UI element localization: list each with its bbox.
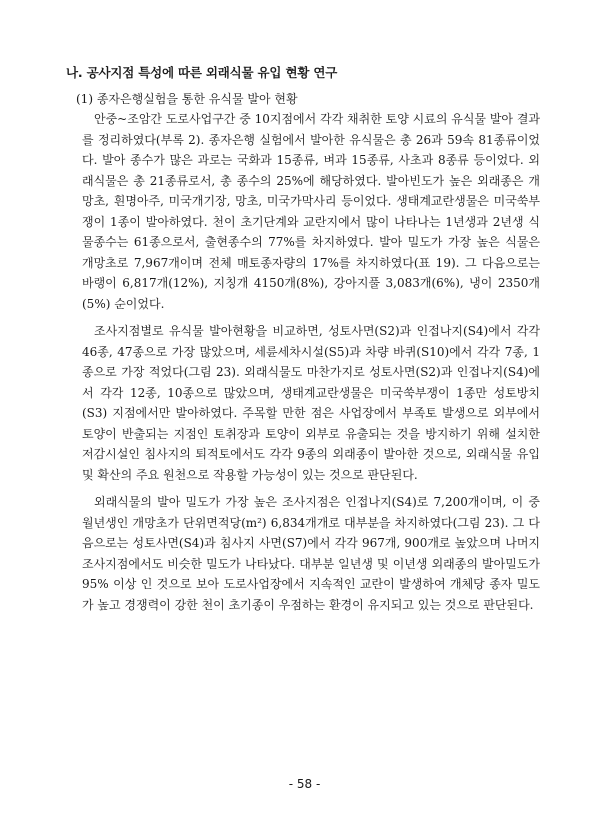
subsection-title: (1) 종자은행실험을 통한 유식물 발아 현황: [76, 92, 298, 106]
body-text: [82, 109, 540, 622]
page-number: - 58 -: [288, 777, 321, 791]
paragraph-3: 외래식물의 발아 밀도가 가장 높은 조사지점은 인접나지(S4)로 7,200개이며, 이 중 월년생인 개망초가 단위면적당(m²) 6,834개개로 대부분을 차지하였다(그림 23). 그 다음으로는 성토사면(S4)과 침사지 사면(S7)에서 각각 967개, 900개로 높았으며 나머지 조사지점에서도 비슷한 밀도가 나타났다. 대부분 일년생 및 이년생 외래종의 발아밀도가 95% 이상 인 것으로 보아 도로사업장에서 지속적인 교란이 발생하여 개체당 종자 밀도가 높고 경쟁력이 강한 천이 초기종이 우점하는 환경이 유지되고 있는 것으로 판단된다.: [82, 495, 540, 612]
section-title: 나. 공사지점 특성에 따른 외래식물 유입 현황 연구: [66, 65, 338, 80]
paragraph-2: 조사지점별로 유식물 발아현황을 비교하면, 성토사면(S2)과 인접나지(S4)에서 각각 46종, 47종으로 가장 많았으며, 세륜세차시설(S5)과 차량 바퀴(S10)에서 각각 7종, 1종으로 가장 적었다(그림 23). 외래식물도 마찬가지로 성토사면(S2)과 인접나지(S4)에서 각각 12종, 10종으로 많았으며, 생태계교란생물은 미국쑥부쟁이 1종만 성토방치(S3) 지점에서만 발아하였다. 주목할 만한 점은 사업장에서 부족토 발생으로 외부에서 토양이 반출되는 지점인 토취장과 토양이 외부로 유출되는 것을 방지하기 위해 설치한 저감시설인 침사지의 퇴적토에서도 각각 9종의 외래종이 발아한 것으로, 외래식물 유입 및 확산의 주요 원천으로 작용할 가능성이 있는 것으로 판단된다.: [82, 324, 540, 482]
paragraph-1: 안중~조암간 도로사업구간 중 10지점에서 각각 채취한 토양 시료의 유식물 발아 결과를 정리하였다(부록 2). 종자은행 실험에서 발아한 유식물은 총 26과 59속 81종류이었다. 발아 종수가 많은 과로는 국화과 15종류, 벼과 15종류, 사초과 8종류 등이었다. 외래식물은 총 21종류로서, 총 종수의 25%에 해당하였다. 발아빈도가 높은 외래종은 개망초, 흰명아주, 미국개기장, 망초, 미국가막사리 등이었다. 생태계교란생물은 미국쑥부쟁이 1종이 발아하였다. 천이 초기단계와 교란지에서 많이 나타나는 1년생과 2년생 식물종수는 61종으로서, 출현종수의 77%를 차지하였다. 발아 밀도가 가장 높은 식물은 개망초로 7,967개이며 전체 매토종자량의 17%를 차지하였다(표 19). 그 다음으로는 바랭이 6,817개(12%), 지칭개 4150개(8%), 강아지풀 3,083개(6%), 냉이 2350개(5%) 순이었다.: [82, 112, 541, 311]
